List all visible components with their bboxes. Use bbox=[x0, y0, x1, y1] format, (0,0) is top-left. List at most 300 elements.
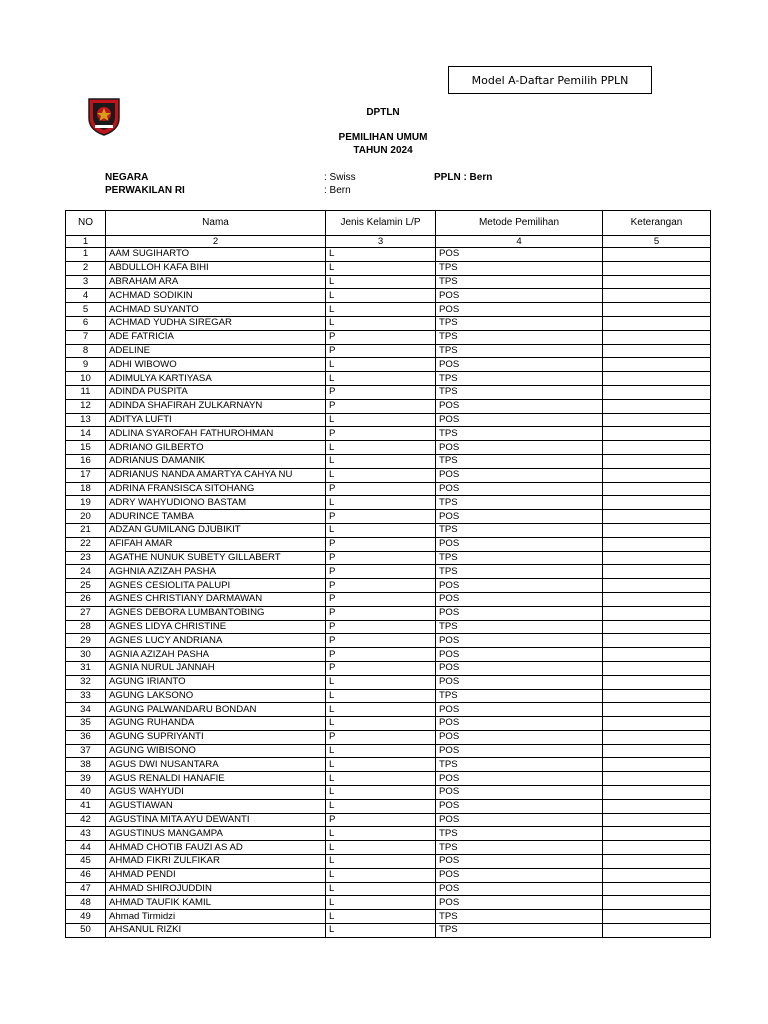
cell-nama: AGNIA NURUL JANNAH bbox=[106, 661, 326, 675]
cell-no: 9 bbox=[66, 358, 106, 372]
table-row bbox=[66, 620, 711, 634]
cell-jenis-kelamin: L bbox=[326, 468, 436, 482]
cell-jenis-kelamin: L bbox=[326, 454, 436, 468]
model-label: Model A-Daftar Pemilih PPLN bbox=[471, 73, 629, 87]
cell-jenis-kelamin: L bbox=[326, 910, 436, 924]
cell-nama: ADIMULYA KARTIYASA bbox=[106, 372, 326, 386]
cell-nama: AGUSTINA MITA AYU DEWANTI bbox=[106, 813, 326, 827]
cell-keterangan bbox=[603, 330, 711, 344]
cell-no: 8 bbox=[66, 344, 106, 358]
table-row bbox=[66, 730, 711, 744]
table-row bbox=[66, 868, 711, 882]
table-row bbox=[66, 427, 711, 441]
table-row bbox=[66, 827, 711, 841]
table-row bbox=[66, 813, 711, 827]
cell-nama: AGUNG RUHANDA bbox=[106, 717, 326, 731]
cell-nama: AFIFAH AMAR bbox=[106, 537, 326, 551]
column-number: 4 bbox=[436, 236, 603, 248]
cell-no: 50 bbox=[66, 924, 106, 938]
cell-nama: ADINDA SHAFIRAH ZULKARNAYN bbox=[106, 399, 326, 413]
cell-no: 4 bbox=[66, 289, 106, 303]
cell-metode: POS bbox=[436, 717, 603, 731]
cell-metode: TPS bbox=[436, 275, 603, 289]
cell-jenis-kelamin: L bbox=[326, 289, 436, 303]
cell-metode: POS bbox=[436, 289, 603, 303]
column-number: 1 bbox=[66, 236, 106, 248]
cell-nama: AAM SUGIHARTO bbox=[106, 248, 326, 262]
cell-metode: TPS bbox=[436, 924, 603, 938]
cell-metode: POS bbox=[436, 896, 603, 910]
cell-jenis-kelamin: L bbox=[326, 855, 436, 869]
table-row bbox=[66, 675, 711, 689]
cell-nama: AGUS WAHYUDI bbox=[106, 786, 326, 800]
cell-no: 22 bbox=[66, 537, 106, 551]
cell-metode: POS bbox=[436, 606, 603, 620]
cell-no: 5 bbox=[66, 303, 106, 317]
cell-no: 29 bbox=[66, 634, 106, 648]
cell-keterangan bbox=[603, 316, 711, 330]
table-row bbox=[66, 454, 711, 468]
cell-no: 36 bbox=[66, 730, 106, 744]
cell-metode: TPS bbox=[436, 344, 603, 358]
cell-no: 11 bbox=[66, 385, 106, 399]
cell-jenis-kelamin: L bbox=[326, 523, 436, 537]
voter-table bbox=[65, 210, 711, 938]
table-row bbox=[66, 372, 711, 386]
cell-nama: ADURINCE TAMBA bbox=[106, 510, 326, 524]
cell-metode: POS bbox=[436, 482, 603, 496]
cell-keterangan bbox=[603, 620, 711, 634]
cell-nama: AHMAD TAUFIK KAMIL bbox=[106, 896, 326, 910]
model-label-box bbox=[448, 66, 652, 94]
cell-keterangan bbox=[603, 523, 711, 537]
cell-nama: Ahmad Tirmidzi bbox=[106, 910, 326, 924]
cell-metode: POS bbox=[436, 786, 603, 800]
cell-metode: TPS bbox=[436, 454, 603, 468]
header-no: NO bbox=[66, 211, 106, 236]
cell-metode: POS bbox=[436, 675, 603, 689]
column-number: 2 bbox=[106, 236, 326, 248]
document-title: DPTLN bbox=[366, 107, 400, 118]
cell-metode: POS bbox=[436, 592, 603, 606]
cell-metode: TPS bbox=[436, 827, 603, 841]
cell-no: 48 bbox=[66, 896, 106, 910]
cell-keterangan bbox=[603, 303, 711, 317]
cell-metode: POS bbox=[436, 868, 603, 882]
cell-nama: ADLINA SYAROFAH FATHUROHMAN bbox=[106, 427, 326, 441]
cell-metode: POS bbox=[436, 799, 603, 813]
cell-nama: AGATHE NUNUK SUBETY GILLABERT bbox=[106, 551, 326, 565]
table-row bbox=[66, 882, 711, 896]
cell-no: 21 bbox=[66, 523, 106, 537]
cell-keterangan bbox=[603, 413, 711, 427]
table-row bbox=[66, 551, 711, 565]
negara-value: : Swiss bbox=[324, 172, 356, 183]
cell-nama: ADRIANO GILBERTO bbox=[106, 441, 326, 455]
cell-nama: ADRINA FRANSISCA SITOHANG bbox=[106, 482, 326, 496]
cell-jenis-kelamin: L bbox=[326, 717, 436, 731]
cell-no: 35 bbox=[66, 717, 106, 731]
cell-no: 31 bbox=[66, 661, 106, 675]
cell-jenis-kelamin: P bbox=[326, 344, 436, 358]
cell-nama: AGUNG PALWANDARU BONDAN bbox=[106, 703, 326, 717]
cell-no: 47 bbox=[66, 882, 106, 896]
cell-metode: POS bbox=[436, 413, 603, 427]
cell-nama: AGNES DEBORA LUMBANTOBING bbox=[106, 606, 326, 620]
cell-jenis-kelamin: P bbox=[326, 634, 436, 648]
cell-nama: AHMAD SHIROJUDDIN bbox=[106, 882, 326, 896]
cell-keterangan bbox=[603, 399, 711, 413]
cell-metode: TPS bbox=[436, 385, 603, 399]
cell-no: 44 bbox=[66, 841, 106, 855]
cell-nama: AGUS RENALDI HANAFIE bbox=[106, 772, 326, 786]
cell-keterangan bbox=[603, 648, 711, 662]
table-row bbox=[66, 316, 711, 330]
cell-jenis-kelamin: L bbox=[326, 441, 436, 455]
table-row bbox=[66, 468, 711, 482]
cell-metode: POS bbox=[436, 661, 603, 675]
cell-metode: TPS bbox=[436, 565, 603, 579]
cell-nama: ADZAN GUMILANG DJUBIKIT bbox=[106, 523, 326, 537]
cell-no: 28 bbox=[66, 620, 106, 634]
cell-nama: AHSANUL RIZKI bbox=[106, 924, 326, 938]
cell-no: 46 bbox=[66, 868, 106, 882]
cell-metode: TPS bbox=[436, 758, 603, 772]
cell-keterangan bbox=[603, 248, 711, 262]
cell-no: 19 bbox=[66, 496, 106, 510]
cell-no: 6 bbox=[66, 316, 106, 330]
cell-no: 42 bbox=[66, 813, 106, 827]
cell-metode: POS bbox=[436, 813, 603, 827]
table-row bbox=[66, 772, 711, 786]
cell-jenis-kelamin: L bbox=[326, 261, 436, 275]
cell-metode: TPS bbox=[436, 551, 603, 565]
cell-keterangan bbox=[603, 841, 711, 855]
cell-jenis-kelamin: L bbox=[326, 372, 436, 386]
cell-no: 16 bbox=[66, 454, 106, 468]
cell-nama: AHMAD PENDI bbox=[106, 868, 326, 882]
cell-keterangan bbox=[603, 468, 711, 482]
cell-metode: TPS bbox=[436, 427, 603, 441]
cell-metode: POS bbox=[436, 468, 603, 482]
table-row bbox=[66, 841, 711, 855]
cell-no: 34 bbox=[66, 703, 106, 717]
cell-jenis-kelamin: P bbox=[326, 592, 436, 606]
cell-no: 7 bbox=[66, 330, 106, 344]
cell-keterangan bbox=[603, 703, 711, 717]
cell-keterangan bbox=[603, 289, 711, 303]
table-row bbox=[66, 579, 711, 593]
table-row bbox=[66, 717, 711, 731]
cell-jenis-kelamin: L bbox=[326, 868, 436, 882]
cell-metode: POS bbox=[436, 358, 603, 372]
cell-metode: POS bbox=[436, 634, 603, 648]
header-keterangan: Keterangan bbox=[603, 211, 711, 236]
cell-keterangan bbox=[603, 910, 711, 924]
table-row bbox=[66, 482, 711, 496]
cell-metode: TPS bbox=[436, 620, 603, 634]
cell-keterangan bbox=[603, 496, 711, 510]
cell-metode: POS bbox=[436, 703, 603, 717]
cell-jenis-kelamin: P bbox=[326, 565, 436, 579]
cell-no: 2 bbox=[66, 261, 106, 275]
cell-jenis-kelamin: P bbox=[326, 620, 436, 634]
cell-jenis-kelamin: L bbox=[326, 316, 436, 330]
cell-nama: AHMAD CHOTIB FAUZI AS AD bbox=[106, 841, 326, 855]
cell-nama: ADITYA LUFTI bbox=[106, 413, 326, 427]
cell-no: 13 bbox=[66, 413, 106, 427]
cell-jenis-kelamin: P bbox=[326, 330, 436, 344]
cell-metode: TPS bbox=[436, 841, 603, 855]
table-row bbox=[66, 565, 711, 579]
cell-no: 37 bbox=[66, 744, 106, 758]
cell-keterangan bbox=[603, 786, 711, 800]
cell-jenis-kelamin: P bbox=[326, 510, 436, 524]
cell-metode: TPS bbox=[436, 261, 603, 275]
cell-keterangan bbox=[603, 772, 711, 786]
cell-keterangan bbox=[603, 579, 711, 593]
table-row bbox=[66, 703, 711, 717]
table-row bbox=[66, 289, 711, 303]
cell-no: 38 bbox=[66, 758, 106, 772]
cell-metode: POS bbox=[436, 537, 603, 551]
table-row bbox=[66, 799, 711, 813]
cell-keterangan bbox=[603, 510, 711, 524]
cell-jenis-kelamin: P bbox=[326, 537, 436, 551]
cell-jenis-kelamin: P bbox=[326, 648, 436, 662]
cell-jenis-kelamin: L bbox=[326, 841, 436, 855]
cell-keterangan bbox=[603, 441, 711, 455]
document-subtitle-year: TAHUN 2024 bbox=[353, 145, 413, 156]
cell-metode: POS bbox=[436, 855, 603, 869]
cell-jenis-kelamin: P bbox=[326, 661, 436, 675]
cell-nama: ACHMAD SODIKIN bbox=[106, 289, 326, 303]
cell-jenis-kelamin: L bbox=[326, 744, 436, 758]
cell-jenis-kelamin: L bbox=[326, 786, 436, 800]
cell-no: 39 bbox=[66, 772, 106, 786]
column-number: 5 bbox=[603, 236, 711, 248]
cell-nama: ABRAHAM ARA bbox=[106, 275, 326, 289]
cell-no: 15 bbox=[66, 441, 106, 455]
table-row bbox=[66, 523, 711, 537]
cell-metode: POS bbox=[436, 303, 603, 317]
table-row bbox=[66, 758, 711, 772]
cell-no: 33 bbox=[66, 689, 106, 703]
cell-no: 1 bbox=[66, 248, 106, 262]
column-number-row bbox=[66, 236, 711, 248]
cell-keterangan bbox=[603, 717, 711, 731]
cell-jenis-kelamin: P bbox=[326, 551, 436, 565]
cell-keterangan bbox=[603, 924, 711, 938]
cell-metode: TPS bbox=[436, 689, 603, 703]
table-row bbox=[66, 248, 711, 262]
cell-keterangan bbox=[603, 344, 711, 358]
cell-metode: POS bbox=[436, 730, 603, 744]
cell-nama: ABDULLOH KAFA BIHI bbox=[106, 261, 326, 275]
cell-keterangan bbox=[603, 661, 711, 675]
cell-keterangan bbox=[603, 551, 711, 565]
cell-jenis-kelamin: L bbox=[326, 303, 436, 317]
table-row bbox=[66, 661, 711, 675]
cell-nama: AGUSTINUS MANGAMPA bbox=[106, 827, 326, 841]
cell-metode: TPS bbox=[436, 523, 603, 537]
table-row bbox=[66, 606, 711, 620]
cell-keterangan bbox=[603, 868, 711, 882]
cell-jenis-kelamin: L bbox=[326, 758, 436, 772]
table-row bbox=[66, 510, 711, 524]
cell-nama: AGNES LIDYA CHRISTINE bbox=[106, 620, 326, 634]
cell-metode: POS bbox=[436, 744, 603, 758]
cell-nama: ADE FATRICIA bbox=[106, 330, 326, 344]
cell-no: 18 bbox=[66, 482, 106, 496]
table-row bbox=[66, 744, 711, 758]
cell-keterangan bbox=[603, 606, 711, 620]
table-row bbox=[66, 441, 711, 455]
cell-nama: AGNES CESIOLITA PALUPI bbox=[106, 579, 326, 593]
cell-nama: AGUS DWI NUSANTARA bbox=[106, 758, 326, 772]
cell-keterangan bbox=[603, 758, 711, 772]
cell-keterangan bbox=[603, 827, 711, 841]
table-row bbox=[66, 634, 711, 648]
table-row bbox=[66, 330, 711, 344]
cell-nama: ACHMAD YUDHA SIREGAR bbox=[106, 316, 326, 330]
cell-jenis-kelamin: L bbox=[326, 882, 436, 896]
table-row bbox=[66, 924, 711, 938]
cell-no: 27 bbox=[66, 606, 106, 620]
cell-metode: POS bbox=[436, 648, 603, 662]
document-subtitle-election: PEMILIHAN UMUM bbox=[338, 132, 428, 143]
cell-nama: AGUSTIAWAN bbox=[106, 799, 326, 813]
kpu-emblem-icon bbox=[86, 96, 122, 136]
cell-keterangan bbox=[603, 689, 711, 703]
cell-jenis-kelamin: L bbox=[326, 275, 436, 289]
table-row bbox=[66, 786, 711, 800]
cell-no: 40 bbox=[66, 786, 106, 800]
header-metode: Metode Pemilihan bbox=[436, 211, 603, 236]
cell-jenis-kelamin: L bbox=[326, 413, 436, 427]
table-row bbox=[66, 358, 711, 372]
header-nama: Nama bbox=[106, 211, 326, 236]
cell-nama: ACHMAD SUYANTO bbox=[106, 303, 326, 317]
cell-jenis-kelamin: P bbox=[326, 730, 436, 744]
cell-nama: AGUNG WIBISONO bbox=[106, 744, 326, 758]
cell-metode: TPS bbox=[436, 496, 603, 510]
cell-metode: TPS bbox=[436, 910, 603, 924]
cell-jenis-kelamin: P bbox=[326, 579, 436, 593]
cell-keterangan bbox=[603, 482, 711, 496]
cell-keterangan bbox=[603, 454, 711, 468]
table-row bbox=[66, 537, 711, 551]
cell-jenis-kelamin: P bbox=[326, 813, 436, 827]
cell-metode: POS bbox=[436, 882, 603, 896]
cell-metode: TPS bbox=[436, 372, 603, 386]
cell-no: 41 bbox=[66, 799, 106, 813]
table-row bbox=[66, 910, 711, 924]
cell-metode: POS bbox=[436, 772, 603, 786]
cell-jenis-kelamin: L bbox=[326, 496, 436, 510]
cell-metode: POS bbox=[436, 441, 603, 455]
cell-nama: AGUNG IRIANTO bbox=[106, 675, 326, 689]
table-row bbox=[66, 648, 711, 662]
table-row bbox=[66, 385, 711, 399]
cell-no: 17 bbox=[66, 468, 106, 482]
cell-jenis-kelamin: L bbox=[326, 248, 436, 262]
cell-keterangan bbox=[603, 565, 711, 579]
cell-nama: AGNES LUCY ANDRIANA bbox=[106, 634, 326, 648]
cell-jenis-kelamin: L bbox=[326, 827, 436, 841]
cell-keterangan bbox=[603, 882, 711, 896]
table-row bbox=[66, 496, 711, 510]
cell-nama: AGNIA AZIZAH PASHA bbox=[106, 648, 326, 662]
cell-no: 45 bbox=[66, 855, 106, 869]
cell-jenis-kelamin: L bbox=[326, 675, 436, 689]
cell-keterangan bbox=[603, 799, 711, 813]
table-row bbox=[66, 275, 711, 289]
cell-jenis-kelamin: L bbox=[326, 703, 436, 717]
cell-nama: ADRIANUS DAMANIK bbox=[106, 454, 326, 468]
cell-keterangan bbox=[603, 385, 711, 399]
cell-keterangan bbox=[603, 744, 711, 758]
cell-jenis-kelamin: L bbox=[326, 358, 436, 372]
table-row bbox=[66, 689, 711, 703]
cell-jenis-kelamin: P bbox=[326, 385, 436, 399]
table-row bbox=[66, 399, 711, 413]
cell-metode: TPS bbox=[436, 330, 603, 344]
cell-metode: POS bbox=[436, 579, 603, 593]
cell-nama: AGHNIA AZIZAH PASHA bbox=[106, 565, 326, 579]
table-row bbox=[66, 413, 711, 427]
table-row bbox=[66, 855, 711, 869]
cell-no: 25 bbox=[66, 579, 106, 593]
cell-keterangan bbox=[603, 675, 711, 689]
cell-keterangan bbox=[603, 855, 711, 869]
cell-metode: POS bbox=[436, 248, 603, 262]
cell-keterangan bbox=[603, 275, 711, 289]
cell-jenis-kelamin: L bbox=[326, 689, 436, 703]
cell-no: 20 bbox=[66, 510, 106, 524]
cell-keterangan bbox=[603, 537, 711, 551]
cell-nama: AGNES CHRISTIANY DARMAWAN bbox=[106, 592, 326, 606]
negara-label: NEGARA bbox=[105, 172, 149, 183]
cell-nama: ADELINE bbox=[106, 344, 326, 358]
cell-jenis-kelamin: P bbox=[326, 427, 436, 441]
cell-jenis-kelamin: L bbox=[326, 799, 436, 813]
cell-jenis-kelamin: P bbox=[326, 606, 436, 620]
cell-jenis-kelamin: L bbox=[326, 772, 436, 786]
cell-keterangan bbox=[603, 896, 711, 910]
table-row bbox=[66, 592, 711, 606]
cell-keterangan bbox=[603, 427, 711, 441]
cell-no: 14 bbox=[66, 427, 106, 441]
table-row bbox=[66, 344, 711, 358]
cell-keterangan bbox=[603, 813, 711, 827]
cell-metode: POS bbox=[436, 399, 603, 413]
cell-nama: AHMAD FIKRI ZULFIKAR bbox=[106, 855, 326, 869]
header-jenis-kelamin: Jenis Kelamin L/P bbox=[326, 211, 436, 236]
cell-keterangan bbox=[603, 634, 711, 648]
cell-keterangan bbox=[603, 372, 711, 386]
perwakilan-value: : Bern bbox=[324, 185, 351, 196]
ppln-label: PPLN : Bern bbox=[434, 172, 493, 183]
cell-no: 23 bbox=[66, 551, 106, 565]
cell-keterangan bbox=[603, 261, 711, 275]
cell-no: 49 bbox=[66, 910, 106, 924]
cell-metode: POS bbox=[436, 510, 603, 524]
cell-jenis-kelamin: P bbox=[326, 482, 436, 496]
cell-jenis-kelamin: P bbox=[326, 399, 436, 413]
cell-nama: AGUNG LAKSONO bbox=[106, 689, 326, 703]
cell-metode: TPS bbox=[436, 316, 603, 330]
